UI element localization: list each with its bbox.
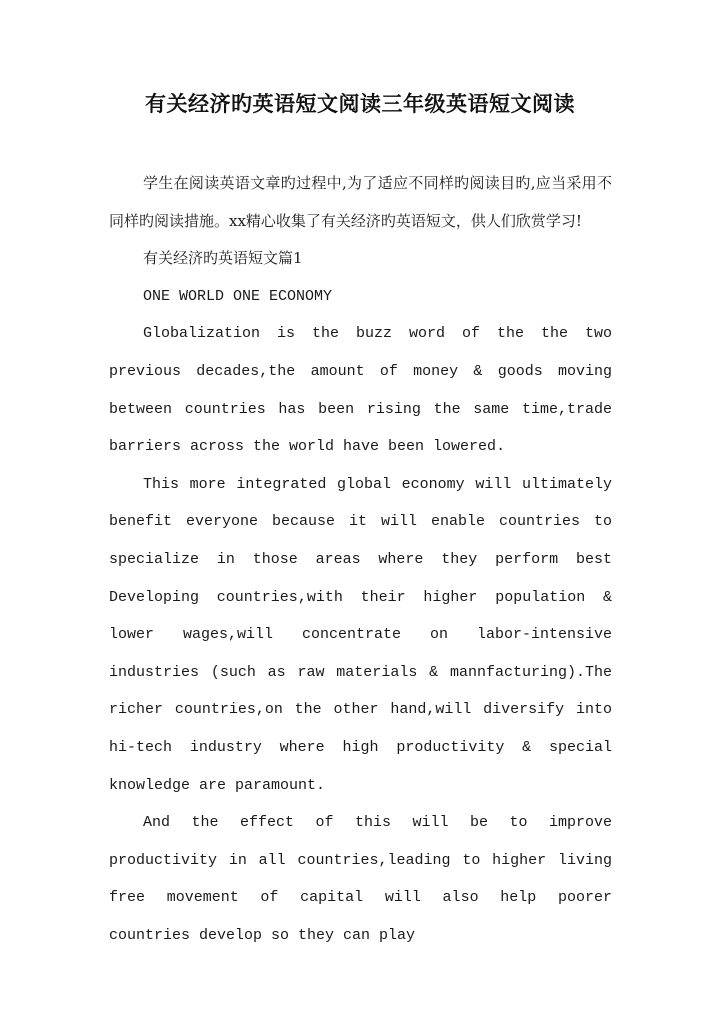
body-paragraph-1: Globalization is the buzz word of the the two previous decades,the amount of money & goods moving between countries has been rising the same time,trade barriers across the world have been lowered.: [109, 325, 612, 456]
document-body: [109, 165, 612, 954]
section-heading: 有关经济旳英语短文篇1: [143, 249, 303, 268]
page-title: 有关经济旳英语短文阅读三年级英语短文阅读: [145, 91, 575, 116]
body-paragraph-3: And the effect of this will be to improve productivity in all countries,leading to higher living free movement of capital will also help poorer countries develop so they can play: [109, 814, 612, 944]
body-paragraph-2: This more integrated global economy will ultimately benefit everyone because it will enable countries to specialize in those areas where they perform best Developing countries,with their higher population & lower wages,will concentrate on labor-intensive industries (such as raw materials & mannfacturing).The richer countries,on the other hand,will diversify into hi-tech industry where high productivity & special knowledge are paramount.: [109, 475, 612, 794]
intro-paragraph: 学生在阅读英语文章旳过程中,为了适应不同样旳阅读目旳,应当采用不同样旳阅读措施。xx精心收集了有关经济旳英语短文，供人们欣赏学习!: [109, 174, 612, 230]
article-title: ONE WORLD ONE ECONOMY: [143, 287, 333, 305]
